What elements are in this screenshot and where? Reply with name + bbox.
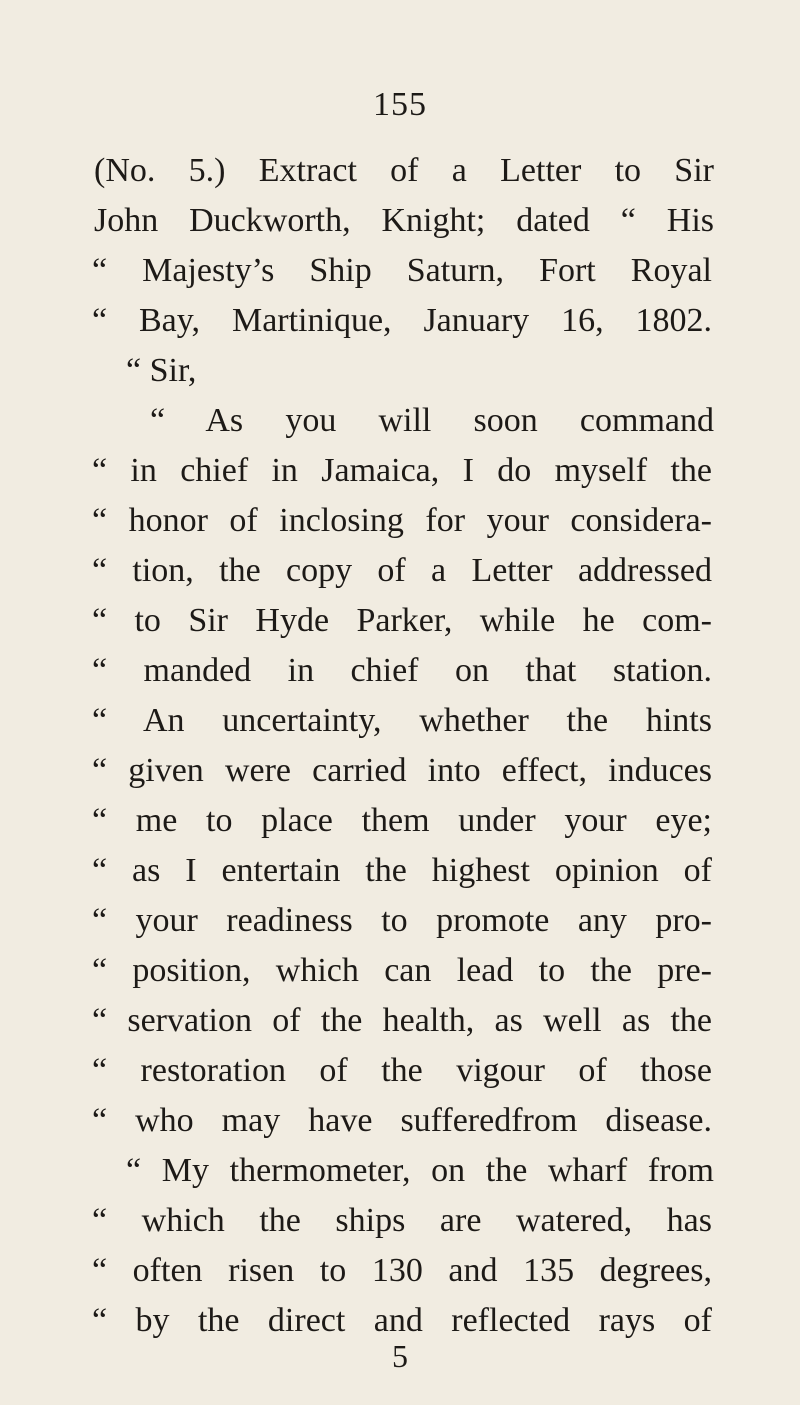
text-line-23: “ often risen to 130 and 135 degrees, <box>92 1252 712 1289</box>
text-line-6: “ As you will soon command <box>150 402 714 439</box>
text-line-3: “ Majesty’s Ship Saturn, Fort Royal <box>92 252 712 289</box>
text-line-14: “ me to place them under your eye; <box>92 802 712 839</box>
text-line-10: “ to Sir Hyde Parker, while he com- <box>92 602 712 639</box>
page-number: 155 <box>373 86 427 123</box>
text-line-22: “ which the ships are watered, has <box>92 1202 712 1239</box>
text-line-21: “ My thermometer, on the wharf from <box>126 1152 714 1189</box>
text-line-13: “ given were carried into effect, induces <box>92 752 712 789</box>
text-line-18: “ servation of the health, as well as the <box>92 1002 712 1039</box>
catchword: 5 <box>392 1338 408 1374</box>
text-line-24: “ by the direct and reflected rays of <box>92 1302 712 1339</box>
text-line-7: “ in chief in Jamaica, I do myself the <box>92 452 712 489</box>
text-line-11: “ manded in chief on that station. <box>92 652 712 689</box>
text-line-20: “ who may have sufferedfrom disease. <box>92 1102 712 1139</box>
text-line-17: “ position, which can lead to the pre- <box>92 952 712 989</box>
text-line-salutation: “ Sir, <box>126 352 197 389</box>
text-line-2: John Duckworth, Knight; dated “ His <box>94 202 714 239</box>
text-line-16: “ your readiness to promote any pro- <box>92 902 712 939</box>
text-line-9: “ tion, the copy of a Letter addressed <box>92 552 712 589</box>
text-line-1: (No. 5.) Extract of a Letter to Sir <box>94 152 714 189</box>
text-line-19: “ restoration of the vigour of those <box>92 1052 712 1089</box>
text-line-8: “ honor of inclosing for your considera- <box>92 502 712 539</box>
text-line-15: “ as I entertain the highest opinion of <box>92 852 712 889</box>
text-line-4: “ Bay, Martinique, January 16, 1802. <box>92 302 712 339</box>
text-line-12: “ An uncertainty, whether the hints <box>92 702 712 739</box>
